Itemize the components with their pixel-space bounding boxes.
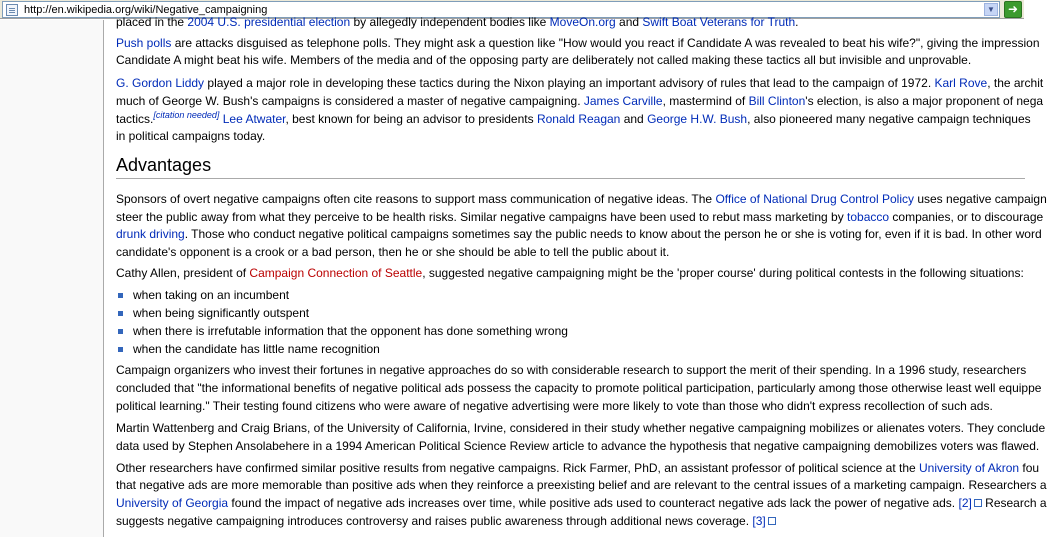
p4-line-1: Martin Wattenberg and Craig Brians, of the University of California, Irvine, considered in their study whether negative campaigning mobilizes or alienates voters. They conclude <box>116 421 1046 435</box>
text: companies, or to discourage <box>889 210 1044 224</box>
text: and <box>615 15 643 29</box>
intro-line <box>116 14 798 31</box>
liddy-line-1 <box>116 75 1043 92</box>
link-tobacco[interactable]: tobacco <box>847 210 890 224</box>
text: , suggested negative campaigning might be the 'proper course' during political contests in the following situations: <box>422 266 1024 280</box>
link-lee-atwater[interactable]: Lee Atwater <box>222 112 286 126</box>
reference-link-2[interactable]: [2] <box>958 496 972 510</box>
list-item: when being significantly outspent <box>133 306 310 320</box>
text: fou <box>1019 461 1040 475</box>
section-heading-advantages: Advantages <box>116 155 212 175</box>
p1-line-2 <box>116 209 1043 226</box>
reference-link-3[interactable]: [3] <box>752 514 766 528</box>
text: Sponsors of overt negative campaigns often cite reasons to support mass communication of negative ideas. The <box>116 192 716 206</box>
link-swift-boat[interactable]: Swift Boat Veterans for Truth <box>642 15 796 29</box>
text: placed in the <box>116 15 188 29</box>
bullet-marker <box>118 311 123 316</box>
text: by allegedly independent bodies like <box>350 15 550 29</box>
url-text[interactable]: http://en.wikipedia.org/wiki/Negative_campaigning <box>24 4 268 16</box>
link-ondcp[interactable]: Office of National Drug Control Policy <box>715 192 914 206</box>
p1-line-3 <box>116 226 1042 243</box>
p1-line-1 <box>116 191 1047 208</box>
text: , best known for being an advisor to presidents <box>285 112 537 126</box>
text: suggests negative campaigning introduces controversy and raises public awareness through additional news coverage. <box>116 514 753 528</box>
text: Other researchers have confirmed similar positive results from negative campaigns. Rick Farmer, PhD, an assistant professor of political science at the <box>116 461 919 475</box>
text: . <box>795 15 799 29</box>
liddy-line-2 <box>116 93 1043 110</box>
text: found the impact of negative ads increases over time, while positive ads used to counteract negative ads lack the power of negative ads. <box>228 496 959 510</box>
text: , also pioneered many negative campaign techniques <box>747 112 1031 126</box>
link-gordon-liddy[interactable]: G. Gordon Liddy <box>116 76 205 90</box>
p1-line-4: candidate's opponent is a crook or a bad person, then he or she should be able to tell the public about it. <box>116 245 670 259</box>
link-karl-rove[interactable]: Karl Rove <box>934 76 988 90</box>
external-link-icon <box>974 499 982 507</box>
link-campaign-connection[interactable]: Campaign Connection of Seattle <box>249 266 423 280</box>
text: , mastermind of <box>662 94 749 108</box>
heading-divider <box>116 178 1025 179</box>
p5-line-1 <box>116 460 1039 477</box>
text: 's election, is also a major proponent of nega <box>805 94 1044 108</box>
push-polls-line-2: Candidate A might beat his wife. Members of the media and of the opposing party are deliberately not called making these tactics all but invisible and unprovable. <box>116 53 972 67</box>
list-item: when the candidate has little name recognition <box>133 342 380 356</box>
citation-needed[interactable]: [citation needed] <box>153 110 220 120</box>
push-polls-line-1 <box>116 35 1040 52</box>
bullet-marker <box>118 293 123 298</box>
text: Research a <box>981 496 1047 510</box>
link-drunk-driving[interactable]: drunk driving <box>116 227 185 241</box>
list-item: when taking on an incumbent <box>133 288 290 302</box>
p5-line-2: that negative ads are more memorable than positive ads when they reinforce a preexisting belief and are relevant to the central issues of a marketing campaign. Researchers a <box>116 478 1047 492</box>
text: played a major role in developing these tactics during the Nixon playing an important advisory of rules that lead to the campaign of 1972. <box>204 76 935 90</box>
link-university-of-akron[interactable]: University of Akron <box>919 461 1020 475</box>
liddy-line-4: in political campaigns today. <box>116 129 266 143</box>
link-james-carville[interactable]: James Carville <box>583 94 663 108</box>
text: uses negative campaign <box>914 192 1047 206</box>
external-link-icon <box>768 517 776 525</box>
text: and <box>620 112 648 126</box>
article-content <box>103 15 1047 537</box>
text: steer the public away from what they perceive to be health risks. Similar negative campaigns have been used to rebut mass marketing by <box>116 210 848 224</box>
liddy-line-3 <box>116 111 1031 128</box>
text: are attacks disguised as telephone polls. They might ask a question like "How would you react if Candidate A was revealed to beat his wife?", giving the impression <box>171 36 1040 50</box>
p4-line-2: data used by Stephen Ansolabehere in a 1994 American Political Science Review article to advance the hypothesis that negative campaigning demobilizes voters was flawed. <box>116 439 1040 453</box>
page-icon <box>6 4 18 16</box>
list-item: when there is irrefutable information that the opponent has done something wrong <box>133 324 568 338</box>
bullet-marker <box>118 347 123 352</box>
link-university-of-georgia[interactable]: University of Georgia <box>116 496 229 510</box>
link-ronald-reagan[interactable]: Ronald Reagan <box>536 112 621 126</box>
p5-line-4 <box>116 513 776 530</box>
p3-line-2: concluded that "the informational benefits of negative political ads possess the capacity to promote political participation, particularly among those otherwise least well equippe <box>116 381 1042 395</box>
text: , the archit <box>987 76 1044 90</box>
link-bill-clinton[interactable]: Bill Clinton <box>748 94 806 108</box>
text: much of George W. Bush's campaigns is considered a master of negative campaigning. <box>116 94 584 108</box>
text: Cathy Allen, president of <box>116 266 250 280</box>
p2-line-1 <box>116 265 1024 282</box>
p5-line-3 <box>116 495 1047 512</box>
bullet-marker <box>118 329 123 334</box>
link-push-polls[interactable]: Push polls <box>116 36 172 50</box>
link-moveon[interactable]: MoveOn.org <box>549 15 616 29</box>
text: . Those who conduct negative political campaigns sometimes say the public needs to know about the person he or she is voting for, even if it is bad. In other word <box>184 227 1042 241</box>
go-arrow-icon[interactable]: ➜ <box>1004 1 1022 18</box>
p3-line-1: Campaign organizers who invest their fortunes in negative approaches do so with considerable research to support the merit of their spending. In a 1996 study, researchers <box>116 363 1027 377</box>
link-george-hw-bush[interactable]: George H.W. Bush <box>647 112 748 126</box>
p3-line-3: political learning." Their testing found citizens who were aware of negative advertising were more likely to vote than those who didn't express recollection of such ads. <box>116 399 993 413</box>
sidebar <box>0 20 103 537</box>
link-2004-election[interactable]: 2004 U.S. presidential election <box>187 15 351 29</box>
text: tactics. <box>116 112 154 126</box>
chevron-down-icon[interactable]: ▼ <box>984 3 998 16</box>
